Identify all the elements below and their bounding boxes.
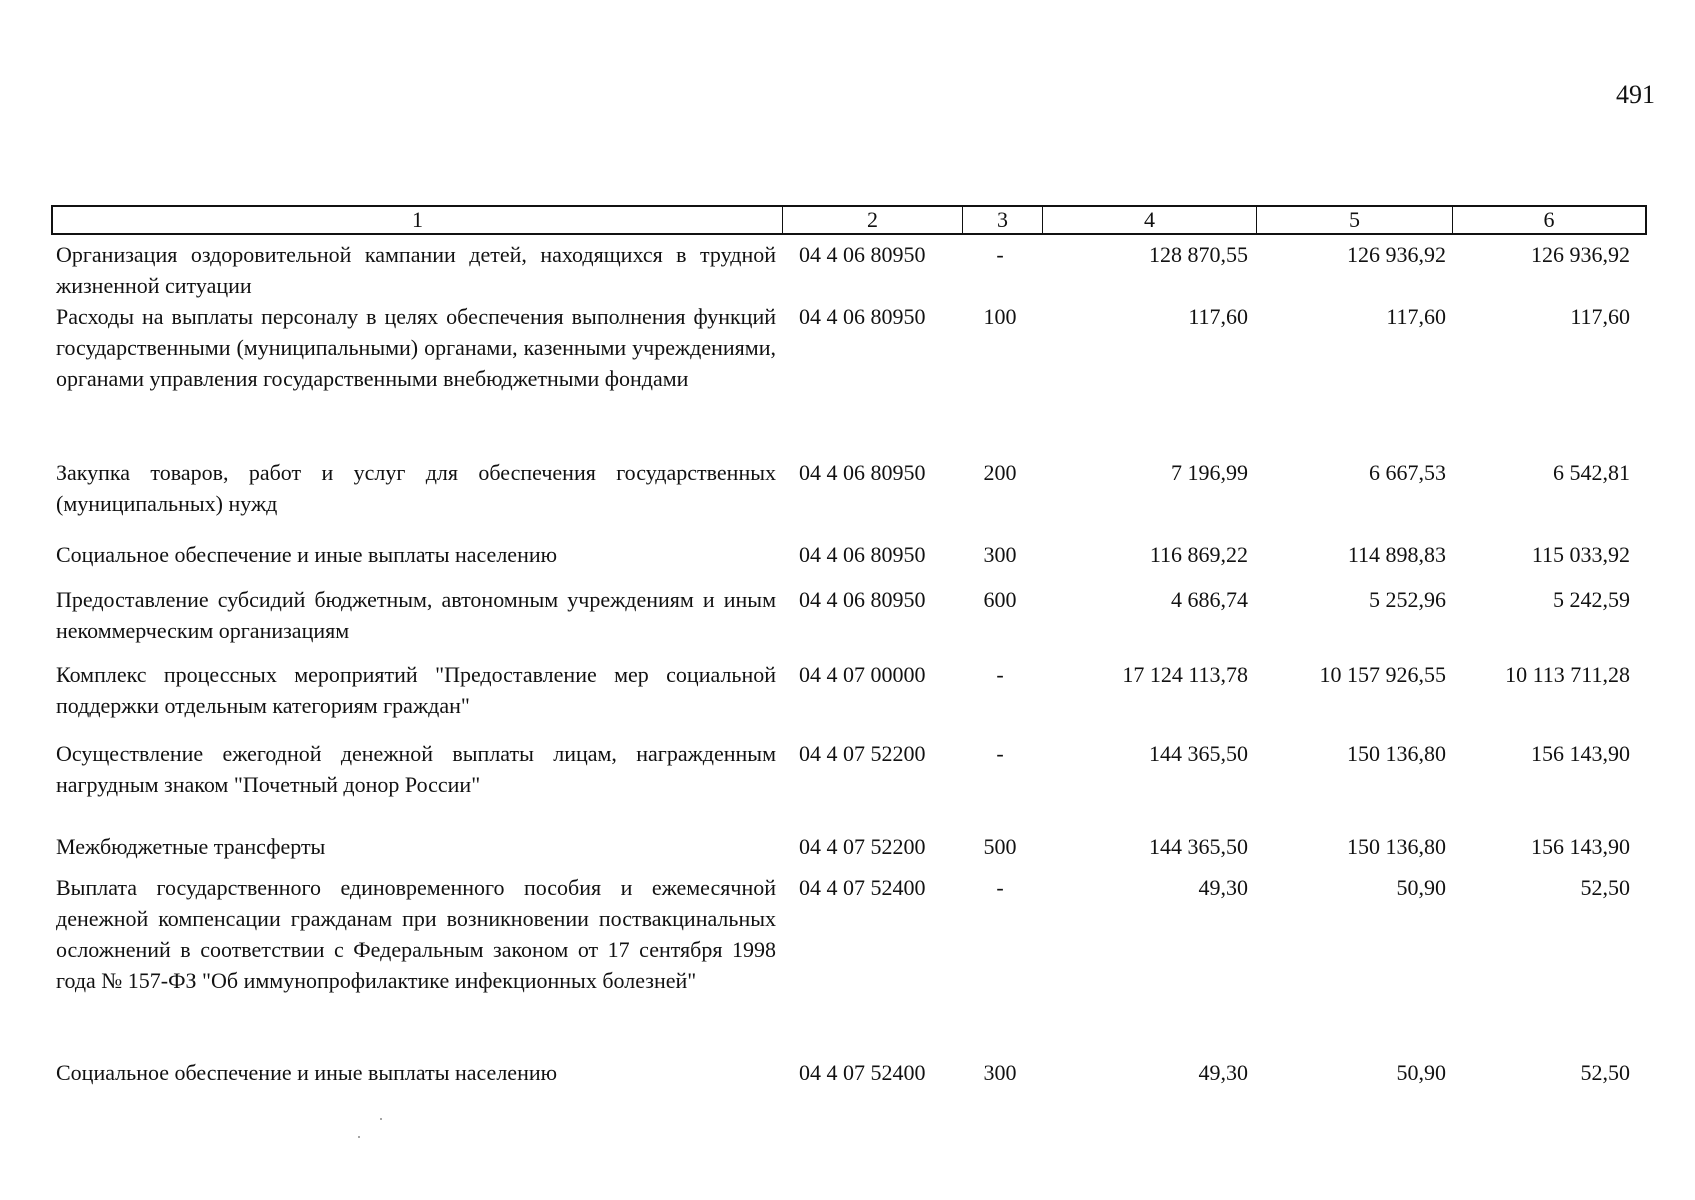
row-value-5: 5 252,96 [1369,587,1446,612]
header-col-5: 5 [1257,207,1453,233]
row-value-5: 6 667,53 [1369,460,1446,485]
row-value-4: 7 196,99 [1171,460,1248,485]
row-type: - [996,662,1004,687]
scan-speck [380,1118,382,1120]
row-value-5: 114 898,83 [1347,542,1446,567]
row-value-6: 115 033,92 [1531,542,1630,567]
row-type: 300 [983,542,1017,567]
row-type: 200 [983,460,1017,485]
row-type: 500 [983,834,1017,859]
row-value-5: 150 136,80 [1347,741,1446,766]
row-name: Социальное обеспечение и иные выплаты населению [56,542,558,567]
row-value-4: 49,30 [1198,1060,1248,1085]
row-name: Организация оздоровительной кампании детей, находящихся в трудной жизненной ситуации [56,242,776,298]
row-value-4: 144 365,50 [1149,741,1248,766]
row-value-5: 126 936,92 [1347,242,1446,267]
row-type: 600 [983,587,1017,612]
row-name: Межбюджетные трансферты [56,834,326,859]
row-code: 04 4 06 80950 [799,542,926,567]
header-col-2: 2 [783,207,963,233]
row-type: - [996,242,1004,267]
header-col-1: 1 [53,207,783,233]
header-col-4: 4 [1043,207,1257,233]
row-code: 04 4 07 52200 [799,741,926,766]
row-code: 04 4 07 52400 [799,1060,926,1085]
row-name: Осуществление ежегодной денежной выплаты лицам, награжденным нагрудным знаком "Почетный донор России" [56,741,776,797]
row-value-6: 156 143,90 [1531,834,1630,859]
row-value-6: 6 542,81 [1553,460,1630,485]
row-value-4: 49,30 [1198,875,1248,900]
row-value-4: 116 869,22 [1149,542,1248,567]
row-value-6: 52,50 [1580,1060,1630,1085]
row-name: Предоставление субсидий бюджетным, автономным учреждениям и иным некоммерческим организациям [56,587,776,643]
row-type: 100 [983,304,1017,329]
row-code: 04 4 06 80950 [799,460,926,485]
row-name: Расходы на выплаты персоналу в целях обеспечения выполнения функций государственными (муниципальными) органами, казенными учреждениями, органами управления государственными внебюджетными фондами [56,304,776,391]
row-value-6: 156 143,90 [1531,741,1630,766]
row-value-4: 17 124 113,78 [1122,662,1248,687]
row-value-6: 117,60 [1570,304,1630,329]
row-code: 04 4 06 80950 [799,587,926,612]
row-code: 04 4 06 80950 [799,304,926,329]
row-value-5: 117,60 [1386,304,1446,329]
row-value-5: 50,90 [1396,875,1446,900]
scan-speck [358,1136,360,1138]
row-type: - [996,875,1004,900]
row-code: 04 4 06 80950 [799,242,926,267]
row-name: Закупка товаров, работ и услуг для обеспечения государственных (муниципальных) нужд [56,460,776,516]
row-code: 04 4 07 52400 [799,875,926,900]
row-value-6: 5 242,59 [1553,587,1630,612]
row-name: Выплата государственного единовременного пособия и ежемесячной денежной компенсации гражданам при возникновении поствакцинальных осложнений в соответствии с Федеральным законом от 17 сентября 1998 года № 157-ФЗ "Об иммунопрофилактике инфекционных болезней" [56,875,776,993]
row-value-6: 126 936,92 [1531,242,1630,267]
row-code: 04 4 07 52200 [799,834,926,859]
row-value-4: 128 870,55 [1149,242,1248,267]
row-value-5: 10 157 926,55 [1319,662,1446,687]
header-col-3: 3 [963,207,1043,233]
row-name: Социальное обеспечение и иные выплаты населению [56,1060,558,1085]
row-name: Комплекс процессных мероприятий "Предоставление мер социальной поддержки отдельным категориям граждан" [56,662,776,718]
row-value-4: 117,60 [1188,304,1248,329]
row-value-6: 10 113 711,28 [1505,662,1630,687]
page-number: 491 [1616,80,1655,109]
row-value-5: 50,90 [1396,1060,1446,1085]
header-col-6: 6 [1543,207,1555,232]
row-type: 300 [983,1060,1017,1085]
row-value-6: 52,50 [1580,875,1630,900]
row-value-5: 150 136,80 [1347,834,1446,859]
table-header [51,205,1647,235]
row-value-4: 144 365,50 [1149,834,1248,859]
row-type: - [996,741,1004,766]
row-code: 04 4 07 00000 [799,662,926,687]
row-value-4: 4 686,74 [1171,587,1248,612]
